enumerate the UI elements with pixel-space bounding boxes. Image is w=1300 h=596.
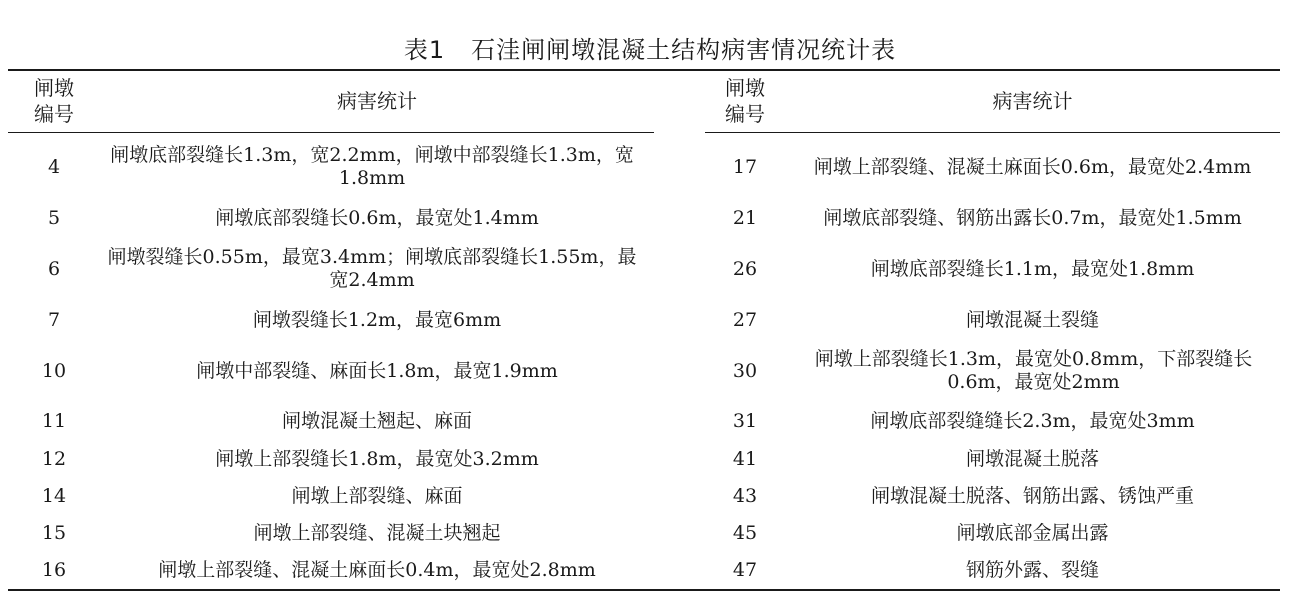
header-pier-number-right [705,72,785,130]
pier-number: 11 [41,409,67,432]
table-row [705,552,1280,588]
table-row [8,340,654,402]
table-row [705,198,1280,238]
header-pier-number-left [8,72,100,130]
table-title [0,30,1300,65]
disease-description: 闸墩混凝土裂缝 [965,308,1099,331]
pier-number: 47 [732,558,758,581]
pier-number: 27 [732,308,758,331]
table-row [705,478,1280,514]
disease-description: 闸墩上部裂缝长1.3m，最宽处0.8mm，下部裂缝长0.6m，最宽处2mm [814,348,1253,393]
table-number: 表1 [403,36,446,64]
table-row [8,238,654,300]
disease-description: 闸墩底部裂缝长1.1m，最宽处1.8mm [870,257,1195,280]
pier-number: 12 [41,447,67,470]
header-pier-number-left-text: 闸墩 编号 [34,76,74,126]
disease-description: 闸墩底部金属出露 [956,521,1109,544]
pier-number: 43 [732,484,758,507]
disease-description: 闸墩底部裂缝、钢筋出露长0.7m，最宽处1.5mm [823,206,1242,229]
disease-description: 闸墩上部裂缝长1.8m，最宽处3.2mm [215,447,539,470]
disease-description: 闸墩裂缝长1.2m，最宽6mm [252,308,502,331]
pier-number: 6 [47,257,61,280]
disease-description: 闸墩上部裂缝、混凝土麻面长0.4m，最宽处2.8mm [158,558,596,581]
disease-description: 闸墩底部裂缝长0.6m，最宽处1.4mm [215,206,539,229]
table-row [8,514,654,552]
disease-description: 钢筋外露、裂缝 [965,558,1099,581]
disease-description: 闸墩裂缝长0.55m，最宽3.4mm；闸墩底部裂缝长1.55m，最宽2.4mm [107,246,637,291]
top-rule [8,69,1280,71]
table-row [8,552,654,588]
pier-number: 5 [47,206,61,229]
table-row [8,136,654,198]
table-row [8,440,654,478]
header-disease-left: 病害统计 [337,89,417,113]
table-row [705,340,1280,402]
disease-description: 闸墩底部裂缝长1.3m，宽2.2mm，闸墩中部裂缝长1.3m，宽1.8mm [110,144,634,189]
table-row [705,402,1280,440]
table-row [705,514,1280,552]
pier-number: 41 [732,447,758,470]
disease-description: 闸墩底部裂缝缝长2.3m，最宽处3mm [870,409,1195,432]
table-row [8,300,654,340]
table-row [8,478,654,514]
table-row [705,136,1280,198]
header-pier-number-right-text: 闸墩 编号 [725,76,765,126]
table-row [8,402,654,440]
disease-description: 闸墩上部裂缝、混凝土块翘起 [253,521,501,544]
pier-number: 16 [41,558,67,581]
table-row [705,300,1280,340]
header-disease-right: 病害统计 [992,89,1073,113]
bottom-rule [8,589,1280,591]
disease-description: 闸墩中部裂缝、麻面长1.8m，最宽1.9mm [196,359,558,382]
pier-number: 4 [47,155,61,178]
pier-number: 31 [732,409,758,432]
pier-number: 14 [41,484,67,507]
disease-description: 闸墩混凝土翘起、麻面 [281,409,472,432]
disease-description: 闸墩混凝土脱落 [965,447,1099,470]
pier-number: 26 [732,257,758,280]
disease-description: 闸墩上部裂缝、混凝土麻面长0.6m，最宽处2.4mm [813,155,1252,178]
pier-number: 17 [732,155,758,178]
disease-description: 闸墩上部裂缝、麻面 [291,484,463,507]
table-row [8,198,654,238]
pier-number: 45 [732,521,758,544]
pier-number: 21 [732,206,758,229]
table-row [705,440,1280,478]
table-title-text: 石洼闸闸墩混凝土结构病害情况统计表 [471,36,897,64]
pier-number: 10 [41,359,67,382]
pier-number: 30 [732,359,758,382]
table-row [705,238,1280,300]
pier-number: 15 [41,521,67,544]
pier-number: 7 [47,308,61,331]
disease-description: 闸墩混凝土脱落、钢筋出露、锈蚀严重 [870,484,1194,507]
header-rule-left [8,132,654,133]
header-rule-right [705,132,1280,133]
